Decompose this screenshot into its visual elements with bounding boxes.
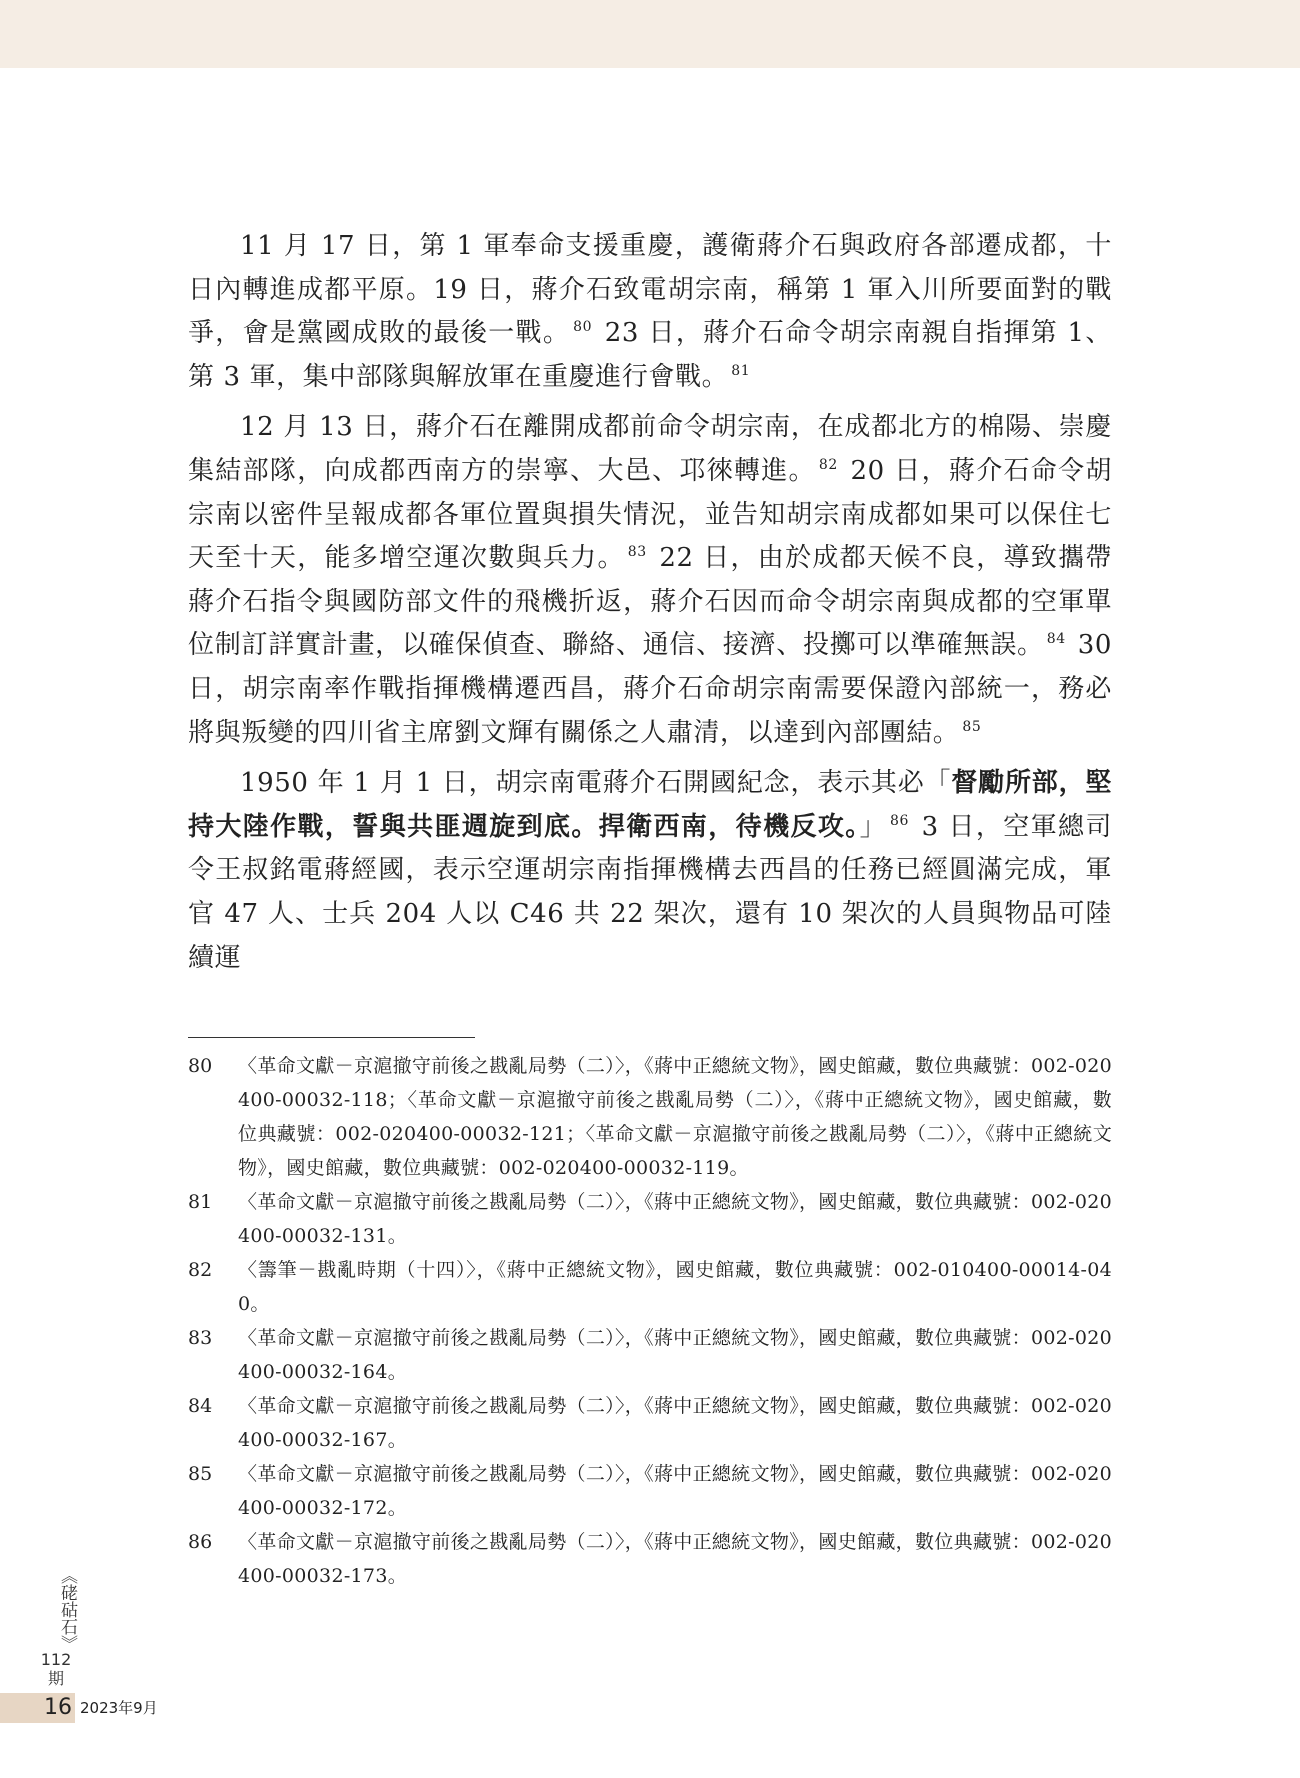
paragraph-2: 12 月 13 日，蔣介石在離開成都前命令胡宗南，在成都北方的棉陽、崇慶集結部隊，向成都西南方的崇寧、大邑、邛徠轉進。 $^{82}$ 20 日，蔣介石命令胡宗南以密件呈報成都各軍位置與損失情況，並告知胡宗南成都如果可以保住七天至十天，能多增空運次數與兵力。 $^{83}$ 22 日，由於成都天候不良，導致攜帶蔣介石指令與國防部文件的飛機折返，蔣介石因而命令胡宗南與成都的空軍單位制訂詳實計畫，以確保偵查、聯絡、通信、接濟、投擲可以準確無誤。 $^{84}$ 30 日，胡宗南率作戰指揮機構遷西昌，蔣介石命胡宗南需要保證內部統一，務必將與叛變的四川省主席劉文輝有關係之人肅清，以達到內部團結。 $^{85}$: [188, 412, 1112, 748]
footnote-item: [188, 1457, 1112, 1525]
page-number: 16: [44, 1695, 72, 1720]
footnote-ref-86[interactable]: 86: [890, 812, 910, 829]
footnote-ref-85[interactable]: 85: [962, 718, 982, 735]
footnote-number: 85: [188, 1463, 213, 1485]
footnote-text: 〈革命文獻－京滬撤守前後之戡亂局勢（二）〉，《蔣中正總統文物》，國史館藏，數位典藏號：002-020400-00032-167。: [238, 1395, 1112, 1451]
footnote-ref-81[interactable]: 81: [731, 362, 751, 379]
bold-quote: 督勵所部，堅持大陸作戰，誓與共匪週旋到底。捍衛西南，待機反攻。: [188, 768, 1112, 842]
issue-unit: 期: [47, 1669, 64, 1688]
footnotes-list: [188, 1049, 1112, 1593]
footnote-number: 82: [188, 1259, 213, 1281]
footnote-number: 83: [188, 1327, 213, 1349]
paragraph-1: 11 月 17 日，第 1 軍奉命支援重慶，護衛蔣介石與政府各部遷成都，十日內轉進成都平原。19 日，蔣介石致電胡宗南，稱第 1 軍入川所要面對的戰爭，會是黨國成敗的最後一戰。 $^{80}$ 23 日，蔣介石命令胡宗南親自指揮第 1、第 3 軍，集中部隊與解放軍在重慶進行會戰。 $^{81}$: [188, 231, 1112, 392]
footnote-text: 〈革命文獻－京滬撤守前後之戡亂局勢（二）〉，《蔣中正總統文物》，國史館藏，數位典藏號：002-020400-00032-172。: [238, 1463, 1112, 1519]
footnote-ref-84[interactable]: 84: [1046, 631, 1066, 648]
top-header-band: [0, 0, 1300, 68]
footnote-text: 〈籌筆－戡亂時期（十四）〉，《蔣中正總統文物》，國史館藏，數位典藏號：002-010400-00014-040。: [238, 1259, 1112, 1315]
footnote-item: [188, 1321, 1112, 1389]
footnote-text: 〈革命文獻－京滬撤守前後之戡亂局勢（二）〉，《蔣中正總統文物》，國史館藏，數位典藏號：002-020400-00032-131。: [238, 1191, 1112, 1247]
footnote-ref-82[interactable]: 82: [818, 456, 838, 473]
footnote-number: 86: [188, 1531, 213, 1553]
issue-number: 112: [40, 1650, 72, 1669]
footnote-item: [188, 1049, 1112, 1185]
footnote-text: 〈革命文獻－京滬撤守前後之戡亂局勢（二）〉，《蔣中正總統文物》，國史館藏，數位典藏號：002-020400-00032-118；〈革命文獻－京滬撤守前後之戡亂局勢（二）〉，《蔣中正總統文物》，國史館藏，數位典藏號：002-020400-00032-121；〈革命文獻－京滬撤守前後之戡亂局勢（二）〉，《蔣中正總統文物》，國史館藏，數位典藏號：002-020400-00032-119。: [238, 1055, 1112, 1179]
article-body: [188, 225, 1112, 987]
footnote-number: 80: [188, 1055, 213, 1077]
footnote-item: [188, 1253, 1112, 1321]
magazine-title: 《硓𥑮石》: [57, 1567, 77, 1652]
footnote-item: [188, 1525, 1112, 1593]
footnote-item: [188, 1389, 1112, 1457]
footnote-ref-80[interactable]: 80: [573, 319, 593, 336]
footnote-divider: [188, 1037, 475, 1038]
footnote-number: 81: [188, 1191, 213, 1213]
footnote-text: 〈革命文獻－京滬撤守前後之戡亂局勢（二）〉，《蔣中正總統文物》，國史館藏，數位典藏號：002-020400-00032-173。: [238, 1531, 1112, 1587]
footnote-text: 〈革命文獻－京滬撤守前後之戡亂局勢（二）〉，《蔣中正總統文物》，國史館藏，數位典藏號：002-020400-00032-164。: [238, 1327, 1112, 1383]
footnote-item: [188, 1185, 1112, 1253]
issue-date: 2023年9月: [80, 1699, 158, 1717]
footnote-ref-83[interactable]: 83: [627, 544, 647, 561]
issue-label: [36, 1650, 76, 1688]
paragraph-3: 1950 年 1 月 1 日，胡宗南電蔣介石開國紀念，表示其必「督勵所部，堅持大陸作戰，誓與共匪週旋到底。捍衛西南，待機反攻。」 $^{86}$ 3 日，空軍總司令王叔銘電蔣經國，表示空運胡宗南指揮機構去西昌的任務已經圓滿完成，軍官 47 人、士兵 204 人以 C46 共 22 架次，還有 10 架次的人員與物品可陸續運: [188, 768, 1112, 973]
footnote-number: 84: [188, 1395, 213, 1417]
